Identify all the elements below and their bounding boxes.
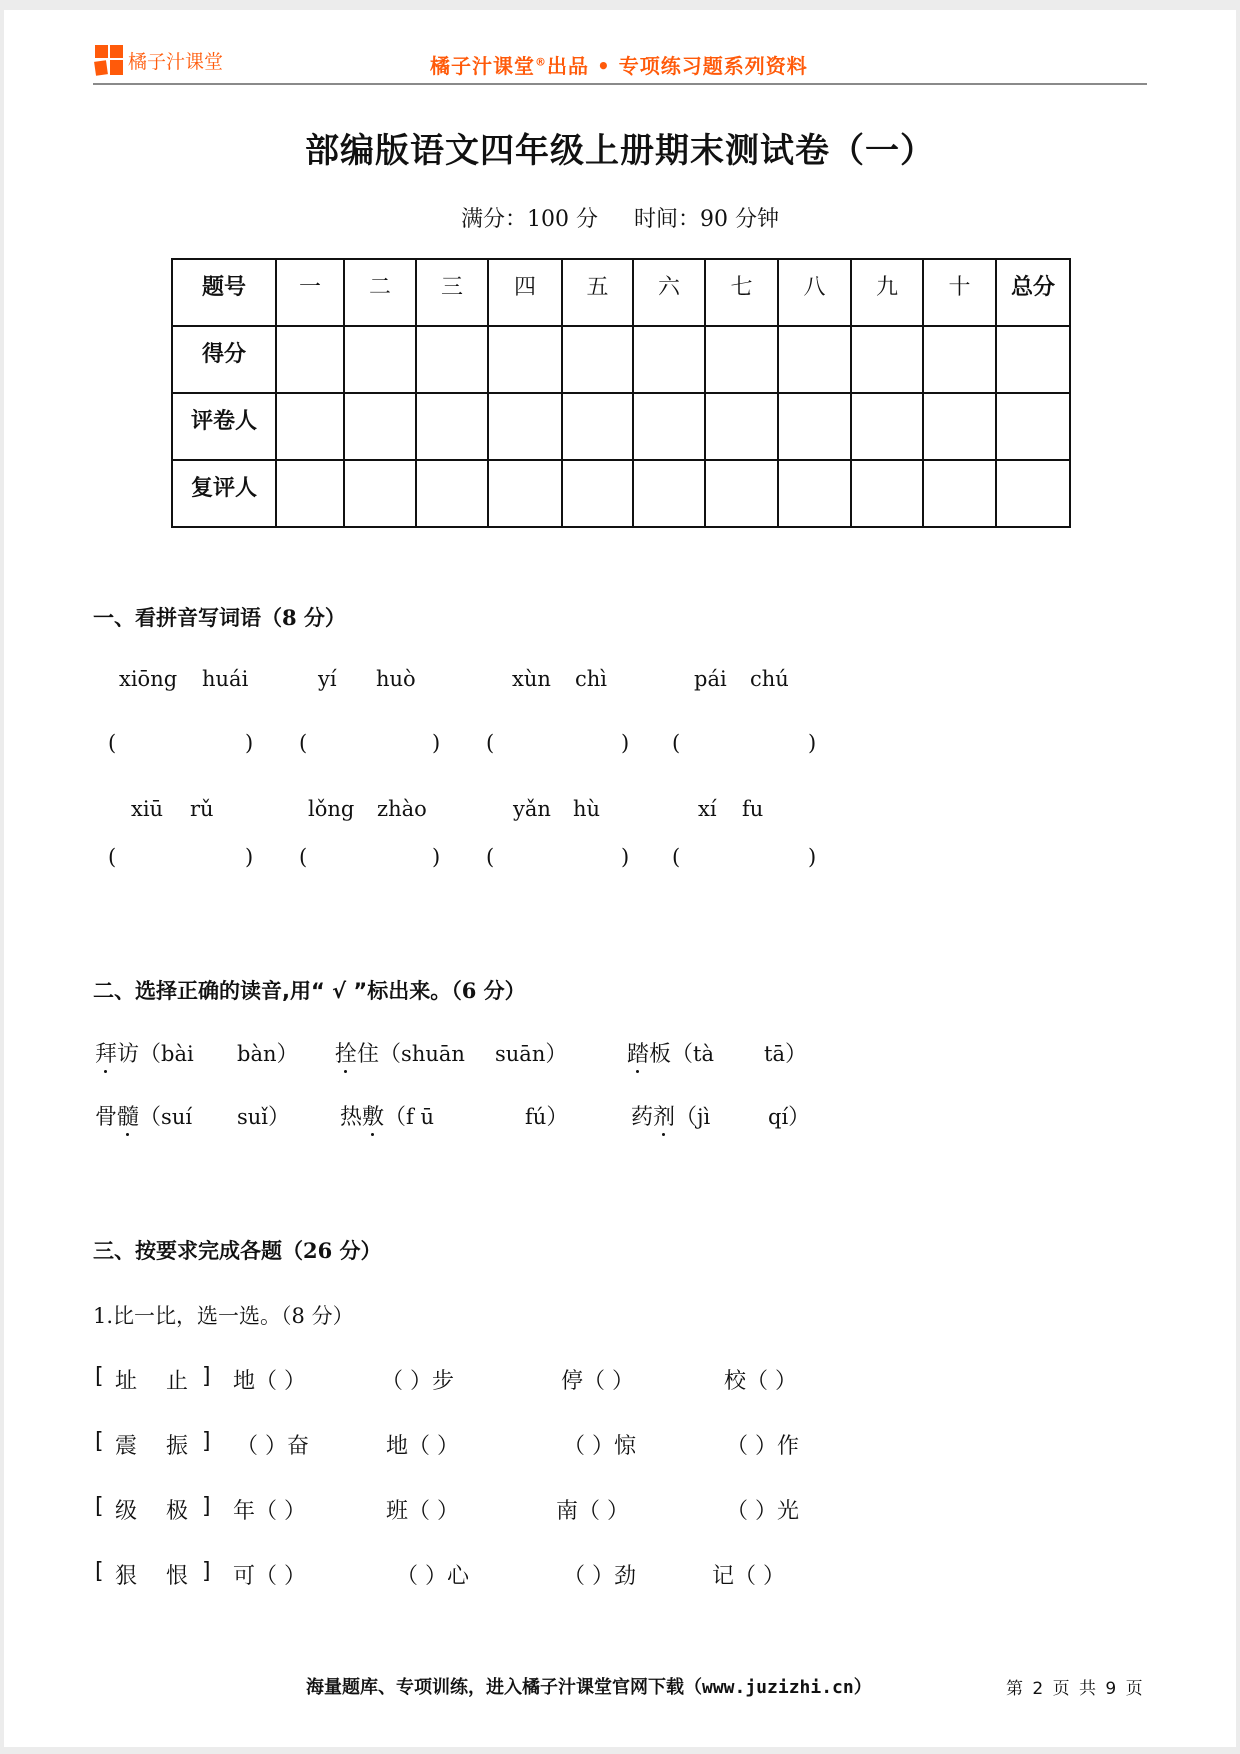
answer-open-paren: ( [108, 845, 117, 869]
bracket-open: [ [95, 1494, 104, 1519]
score-cell[interactable] [488, 326, 562, 393]
compare-char: 震 [115, 1434, 138, 1459]
score-cell[interactable] [633, 326, 705, 393]
answer-blank[interactable] [313, 731, 430, 757]
fill-in-item[interactable]: （ ）奋 [236, 1434, 309, 1459]
bracket-close: ] [202, 1559, 211, 1584]
header-divider [93, 83, 1147, 85]
reading-choice-item [335, 1037, 465, 1068]
open-paren: （ [139, 1042, 162, 1067]
compare-char: 狠 [115, 1564, 138, 1589]
answer-blank[interactable] [500, 845, 619, 871]
score-table-row-label: 复评人 [172, 460, 276, 527]
score-table-header-cell: 九 [851, 259, 923, 326]
pinyin-syllable: hù [573, 797, 601, 821]
reading-choice-item [340, 1100, 434, 1131]
score-cell[interactable] [923, 326, 996, 393]
fill-in-item[interactable]: （ ）劲 [563, 1564, 636, 1589]
fill-in-item[interactable]: （ ）步 [381, 1369, 454, 1394]
bracket-open: [ [95, 1559, 104, 1584]
fill-in-item[interactable]: 南（ ） [556, 1499, 629, 1524]
score-cell[interactable] [344, 326, 416, 393]
score-cell[interactable] [996, 393, 1070, 460]
open-paren: （ [139, 1105, 162, 1130]
answer-open-paren: ( [486, 845, 495, 869]
pinyin-option[interactable]: qí [768, 1105, 789, 1129]
page-title: 部编版语文四年级上册期末测试卷（一） [305, 131, 935, 171]
page-number: 第 2 页 共 9 页 [1006, 1679, 1145, 1699]
answer-close-paren: ) [432, 845, 441, 869]
footer-text: 海量题库、专项训练，进入橘子汁课堂官网下载（www.juzizhi.cn） [306, 1677, 872, 1698]
fill-in-item[interactable]: 年（ ） [233, 1499, 306, 1524]
section2-heading: 二、选择正确的读音,用“ √ ”标出来。（6 分） [93, 978, 526, 1003]
score-cell[interactable] [851, 393, 923, 460]
close-paren: ） [545, 1042, 568, 1067]
pinyin-syllable: rǔ [190, 797, 214, 821]
pinyin-syllable: yǎn [513, 797, 551, 821]
score-table-row-label: 得分 [172, 326, 276, 393]
score-table-header-cell: 一 [276, 259, 344, 326]
score-table-header-cell: 八 [778, 259, 851, 326]
score-cell[interactable] [996, 326, 1070, 393]
pinyin-syllable: pái [694, 667, 727, 691]
fill-in-item[interactable]: 可（ ） [233, 1564, 306, 1589]
score-cell[interactable] [778, 460, 851, 527]
fill-in-item[interactable]: （ ）作 [726, 1434, 799, 1459]
score-cell[interactable] [851, 326, 923, 393]
fill-in-item[interactable]: 记（ ） [712, 1564, 785, 1589]
score-cell[interactable] [705, 326, 778, 393]
score-table-header-cell: 三 [416, 259, 488, 326]
score-cell[interactable] [923, 460, 996, 527]
score-table-header-cell: 五 [562, 259, 633, 326]
score-cell[interactable] [562, 460, 633, 527]
open-paren: （ [671, 1042, 694, 1067]
fill-in-item[interactable]: 班（ ） [386, 1499, 459, 1524]
pinyin-syllable: xùn [512, 667, 551, 691]
score-cell[interactable] [851, 460, 923, 527]
pinyin-syllable: yí [318, 667, 337, 691]
pinyin-option[interactable]: jì [697, 1105, 711, 1129]
pinyin-syllable: zhào [377, 797, 427, 821]
brand-name: 橘子汁课堂 [128, 51, 224, 73]
answer-open-paren: ( [672, 845, 681, 869]
fill-in-item[interactable]: 校（ ） [724, 1369, 797, 1394]
reading-choice-item [95, 1037, 194, 1068]
reading-choice-item-tail [764, 1037, 807, 1068]
full-score: 满分：100 分 [461, 207, 598, 232]
pinyin-option[interactable]: bàn [237, 1042, 277, 1066]
score-cell[interactable] [562, 393, 633, 460]
score-cell[interactable] [488, 460, 562, 527]
score-cell[interactable] [416, 460, 488, 527]
pinyin-option[interactable]: suān [495, 1042, 546, 1066]
tagline-series: 出品 • 专项练习题系列资料 [547, 54, 808, 78]
answer-open-paren: ( [108, 731, 117, 755]
score-cell[interactable] [923, 393, 996, 460]
reading-choice-item-tail [237, 1100, 290, 1131]
score-cell[interactable] [276, 460, 344, 527]
word-char: 拜 [95, 1042, 118, 1067]
tagline-brand: 橘子汁课堂 [430, 54, 535, 78]
score-table-header-cell: 二 [344, 259, 416, 326]
fill-in-item[interactable]: （ ）心 [396, 1564, 469, 1589]
bracket-open: [ [95, 1429, 104, 1454]
bracket-close: ] [202, 1429, 211, 1454]
word-char: 敷 [362, 1105, 385, 1130]
open-paren: （ [675, 1105, 698, 1130]
answer-close-paren: ) [808, 845, 817, 869]
score-cell[interactable] [633, 393, 705, 460]
answer-open-paren: ( [299, 731, 308, 755]
word-char: 剂 [653, 1105, 676, 1130]
pinyin-syllable: huò [376, 667, 416, 691]
answer-open-paren: ( [486, 731, 495, 755]
close-paren: ） [788, 1105, 811, 1130]
answer-blank[interactable] [686, 845, 806, 871]
score-table-header-cell: 四 [488, 259, 562, 326]
compare-char: 址 [115, 1369, 138, 1394]
pinyin-option[interactable]: f ū [406, 1105, 435, 1129]
open-paren: （ [379, 1042, 402, 1067]
exam-meta [0, 202, 1240, 233]
registered-mark: ® [535, 55, 547, 69]
pinyin-option[interactable]: suí [161, 1105, 193, 1129]
word-char: 骨 [95, 1105, 118, 1130]
pinyin-syllable: xiōng [119, 667, 178, 691]
word-char: 访 [117, 1042, 140, 1067]
reading-choice-item-tail [525, 1100, 568, 1131]
word-char: 踏 [627, 1042, 650, 1067]
pinyin-syllable: fu [742, 797, 764, 821]
score-cell[interactable] [488, 393, 562, 460]
score-cell[interactable] [633, 460, 705, 527]
answer-close-paren: ) [432, 731, 441, 755]
bracket-close: ] [202, 1494, 211, 1519]
word-char: 热 [340, 1105, 363, 1130]
score-table [171, 258, 1071, 528]
score-cell[interactable] [705, 393, 778, 460]
score-cell[interactable] [344, 393, 416, 460]
pinyin-option[interactable]: suǐ [237, 1105, 269, 1129]
score-cell[interactable] [416, 393, 488, 460]
reading-choice-item-tail [495, 1037, 567, 1068]
fill-in-item[interactable]: （ ）光 [726, 1499, 799, 1524]
brand-logo-icon [95, 45, 125, 77]
score-table-header-cell: 总分 [996, 259, 1070, 326]
pinyin-syllable: lǒng [308, 797, 355, 821]
score-cell[interactable] [416, 326, 488, 393]
compare-char: 极 [166, 1499, 189, 1524]
score-cell[interactable] [996, 460, 1070, 527]
score-table-row [172, 460, 1070, 527]
pinyin-option[interactable]: bài [161, 1042, 194, 1066]
pinyin-option[interactable]: tā [764, 1042, 785, 1066]
fill-in-item[interactable]: 地（ ） [233, 1369, 306, 1394]
open-paren: （ [384, 1105, 407, 1130]
score-table-header-cell: 题号 [172, 259, 276, 326]
score-table-row [172, 326, 1070, 393]
word-char: 住 [357, 1042, 380, 1067]
answer-open-paren: ( [672, 731, 681, 755]
pinyin-syllable: chú [750, 667, 789, 691]
answer-close-paren: ) [245, 731, 254, 755]
answer-blank[interactable] [122, 731, 243, 757]
answer-close-paren: ) [245, 845, 254, 869]
reading-choice-item [631, 1100, 710, 1131]
score-table-row [172, 393, 1070, 460]
score-cell[interactable] [562, 326, 633, 393]
answer-close-paren: ) [808, 731, 817, 755]
reading-choice-item-tail [768, 1100, 810, 1131]
pinyin-syllable: huái [202, 667, 249, 691]
answer-close-paren: ) [621, 731, 630, 755]
exam-time: 时间：90 分钟 [634, 207, 779, 232]
section3-heading: 三、按要求完成各题（26 分） [93, 1238, 382, 1263]
fill-in-item[interactable]: 地（ ） [386, 1434, 459, 1459]
score-cell[interactable] [344, 460, 416, 527]
score-cell[interactable] [778, 326, 851, 393]
pinyin-option[interactable]: fú [525, 1105, 547, 1129]
score-cell[interactable] [705, 460, 778, 527]
reading-choice-item-tail [237, 1037, 299, 1068]
header-tagline [430, 50, 808, 79]
word-char: 拴 [335, 1042, 358, 1067]
score-table-header-row [172, 259, 1070, 326]
section3-sub1: 1.比一比，选一选。（8 分） [93, 1304, 354, 1328]
word-char: 药 [631, 1105, 654, 1130]
word-char: 板 [649, 1042, 672, 1067]
score-cell[interactable] [276, 393, 344, 460]
fill-in-item[interactable]: （ ）惊 [563, 1434, 636, 1459]
reading-choice-item [627, 1037, 714, 1068]
answer-blank[interactable] [500, 731, 619, 757]
pinyin-option[interactable]: tà [693, 1042, 715, 1066]
compare-char: 级 [115, 1499, 138, 1524]
close-paren: ） [784, 1042, 807, 1067]
section1-heading: 一、看拼音写词语（8 分） [93, 605, 346, 630]
bracket-close: ] [202, 1364, 211, 1389]
word-char: 髓 [117, 1105, 140, 1130]
score-cell[interactable] [778, 393, 851, 460]
close-paren: ） [546, 1105, 569, 1130]
answer-close-paren: ) [621, 845, 630, 869]
pinyin-syllable: xí [698, 797, 717, 821]
pinyin-syllable: chì [575, 667, 608, 691]
score-cell[interactable] [276, 326, 344, 393]
close-paren: ） [268, 1105, 291, 1130]
fill-in-item[interactable]: 停（ ） [561, 1369, 634, 1394]
compare-char: 振 [166, 1434, 189, 1459]
answer-blank[interactable] [686, 731, 806, 757]
bracket-open: [ [95, 1364, 104, 1389]
score-table-header-cell: 十 [923, 259, 996, 326]
answer-blank[interactable] [313, 845, 430, 871]
score-table-row-label: 评卷人 [172, 393, 276, 460]
pinyin-option[interactable]: shuān [401, 1042, 465, 1066]
score-table-header-cell: 七 [705, 259, 778, 326]
reading-choice-item [95, 1100, 192, 1131]
answer-blank[interactable] [122, 845, 243, 871]
answer-open-paren: ( [299, 845, 308, 869]
close-paren: ） [276, 1042, 299, 1067]
pinyin-syllable: xiū [131, 797, 164, 821]
compare-char: 恨 [166, 1564, 189, 1589]
score-table-header-cell: 六 [633, 259, 705, 326]
compare-char: 止 [166, 1369, 189, 1394]
